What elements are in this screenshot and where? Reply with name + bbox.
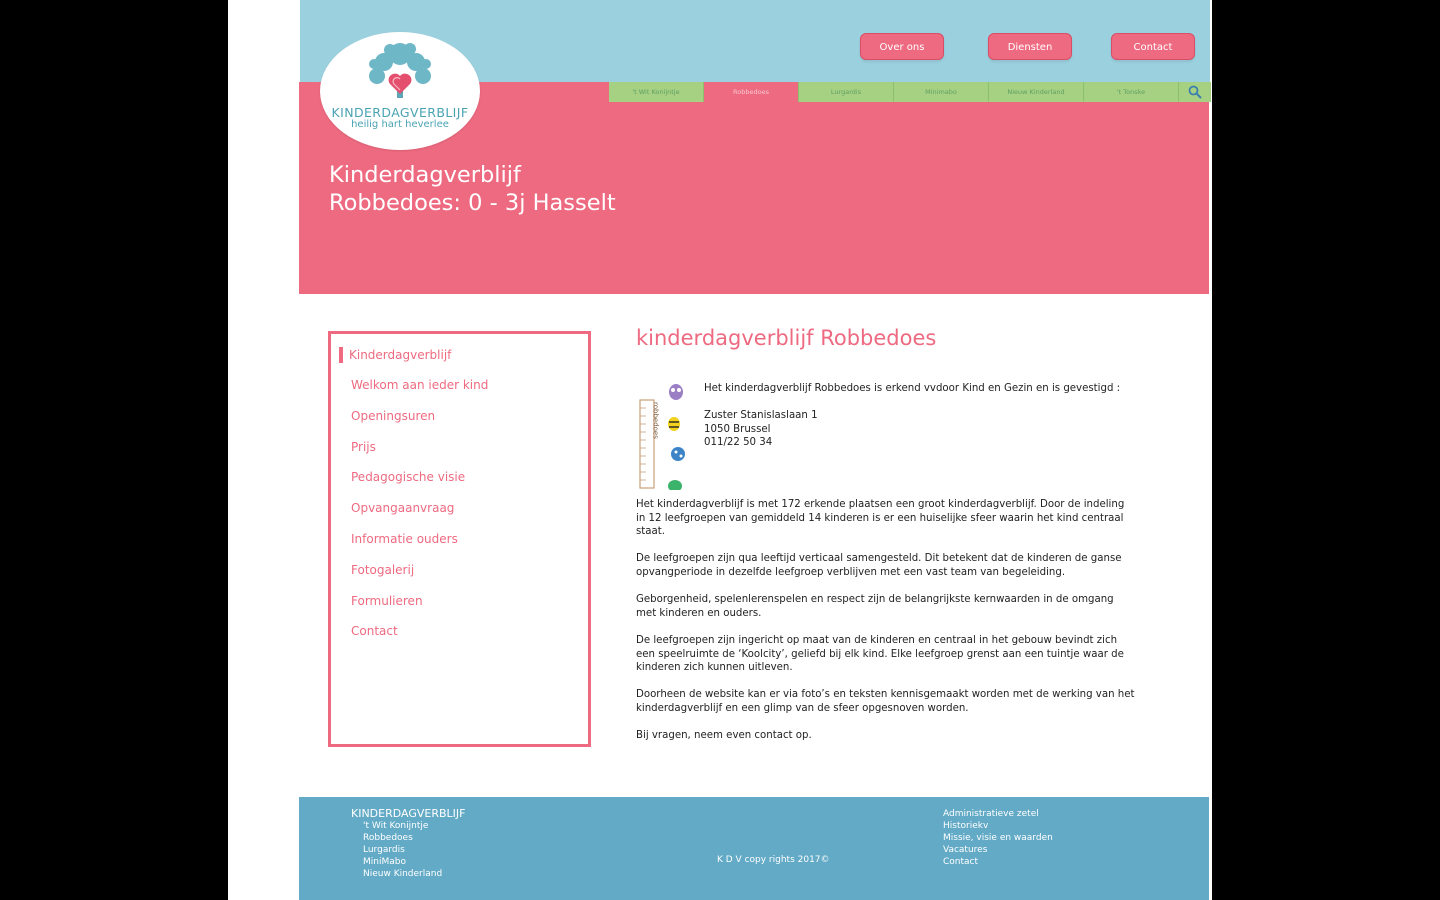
page-title: Kinderdagverblijf Robbedoes: 0 - 3j Hasselt — [329, 162, 616, 216]
content-body — [636, 498, 1136, 756]
sidebar-item-prijs[interactable]: Prijs — [351, 439, 376, 454]
search-icon — [1188, 85, 1202, 99]
sidebar-item-opvangaanvraag[interactable]: Opvangaanvraag — [351, 501, 455, 516]
logo[interactable] — [320, 32, 480, 150]
subnav-item-nieuw-kinderland[interactable]: Nieuw Kinderland — [989, 82, 1084, 102]
subnav-item-wit-konijntje[interactable]: 't Wit Konijntje — [609, 82, 704, 102]
footer-link-contact[interactable]: Contact — [943, 857, 979, 867]
footer-copyright: K D V copy rights 2017© — [717, 855, 830, 865]
subnav-item-tonske[interactable]: 't Tonske — [1084, 82, 1179, 102]
sidebar-item-formulieren[interactable]: Formulieren — [351, 593, 423, 608]
nav-over-ons[interactable]: Over ons — [860, 33, 944, 60]
sidebar-item-openingsuren[interactable]: Openingsuren — [351, 408, 436, 423]
footer-link-administratieve-zetel[interactable]: Administratieve zetel — [943, 809, 1039, 819]
address-block — [704, 409, 818, 450]
logo-subtitle: heilig hart heverlee — [351, 119, 449, 130]
sidebar-menu — [328, 331, 591, 747]
sidebar-list — [351, 378, 488, 655]
search-button[interactable] — [1179, 82, 1211, 102]
paragraph: Doorheen de website kan er via foto’s en teksten kennisgemaakt worden met de werking van het kinderdagverblijf en een glimp van de sfeer opgesnoven worden. — [636, 689, 1135, 714]
subnav-item-robbedoes[interactable]: Robbedoes — [704, 82, 799, 102]
footer-link-vacatures[interactable]: Vacatures — [943, 845, 988, 855]
logo-title: KINDERDAGVERBLIJF — [331, 105, 469, 120]
content-title: kinderdagverblijf Robbedoes — [636, 326, 937, 350]
sidebar-heading[interactable]: Kinderdagverblijf — [339, 347, 451, 363]
tree-heart-logo-icon — [320, 32, 480, 150]
footer-site-link[interactable]: Nieuw Kinderland — [363, 869, 443, 879]
nav-diensten[interactable]: Diensten — [988, 33, 1072, 60]
address-city: 1050 Brussel — [704, 423, 771, 435]
nav-contact[interactable]: Contact — [1111, 33, 1195, 60]
footer-site-link[interactable]: Robbedoes — [363, 833, 413, 843]
illustration-letters: robbedoes — [651, 402, 660, 439]
footer-brand: KINDERDAGVERBLIJF — [351, 807, 466, 820]
address-phone: 011/22 50 34 — [704, 437, 773, 449]
intro-text: Het kinderdagverblijf Robbedoes is erkend vvdoor Kind en Gezin en is gevestigd : — [704, 383, 1121, 394]
sidebar-item-fotogalerij[interactable]: Fotogalerij — [351, 562, 415, 577]
address-street: Zuster Stanislaslaan 1 — [704, 410, 818, 421]
sidebar-item-informatie-ouders[interactable]: Informatie ouders — [351, 531, 458, 546]
subnav-item-lurgardis[interactable]: Lurgardis — [799, 82, 894, 102]
sidebar-item-pedagogische-visie[interactable]: Pedagogische visie — [351, 470, 466, 485]
paragraph: De leefgroepen zijn ingericht op maat van de kinderen en centraal in het gebouw bevindt zich een speelruimte de ‘Koolcity’, geliefd bij elk kind. Elke leefgroep grenst aan een tuintje waar de kinderen zich kunnen uitleven. — [636, 634, 1124, 674]
footer-links — [943, 808, 1053, 868]
footer-site-link[interactable]: Lurgardis — [363, 845, 405, 855]
paragraph: Geborgenheid, spelenlerenspelen en respect zijn de belangrijkste kernwaarden in de omgang met kinderen en ouders. — [636, 594, 1114, 619]
footer — [299, 797, 1209, 900]
sidebar-item-welkom[interactable]: Welkom aan ieder kind — [351, 378, 489, 392]
paragraph: Bij vragen, neem even contact op. — [636, 730, 812, 742]
subnav-item-minimabo[interactable]: Minimabo — [894, 82, 989, 102]
page — [228, 0, 1212, 900]
footer-link-missie[interactable]: Missie, visie en waarden — [943, 833, 1053, 843]
paragraph: Het kinderdagverblijf is met 172 erkende plaatsen een groot kinderdagverblijf. Door de indeling in 12 leefgroepen van gemiddeld 14 kinderen is er een huiselijke sfeer waarin het kind centraal staat. — [636, 499, 1125, 538]
height-chart-illustration-icon — [636, 380, 691, 490]
sidebar-item-contact[interactable]: Contact — [351, 624, 398, 639]
location-subnav — [609, 82, 1211, 102]
footer-link-historiek[interactable]: Historiekv — [943, 821, 989, 831]
paragraph: De leefgroepen zijn qua leeftijd verticaal samengesteld. Dit betekent dat de kinderen de ganse opvangperiode in dezelfde leefgroep verblijven met een vast team van begeleiding. — [636, 553, 1122, 578]
footer-sites — [363, 820, 442, 880]
footer-site-link[interactable]: MiniMabo — [363, 857, 406, 867]
footer-site-link[interactable]: 't Wit Konijntje — [363, 821, 429, 831]
